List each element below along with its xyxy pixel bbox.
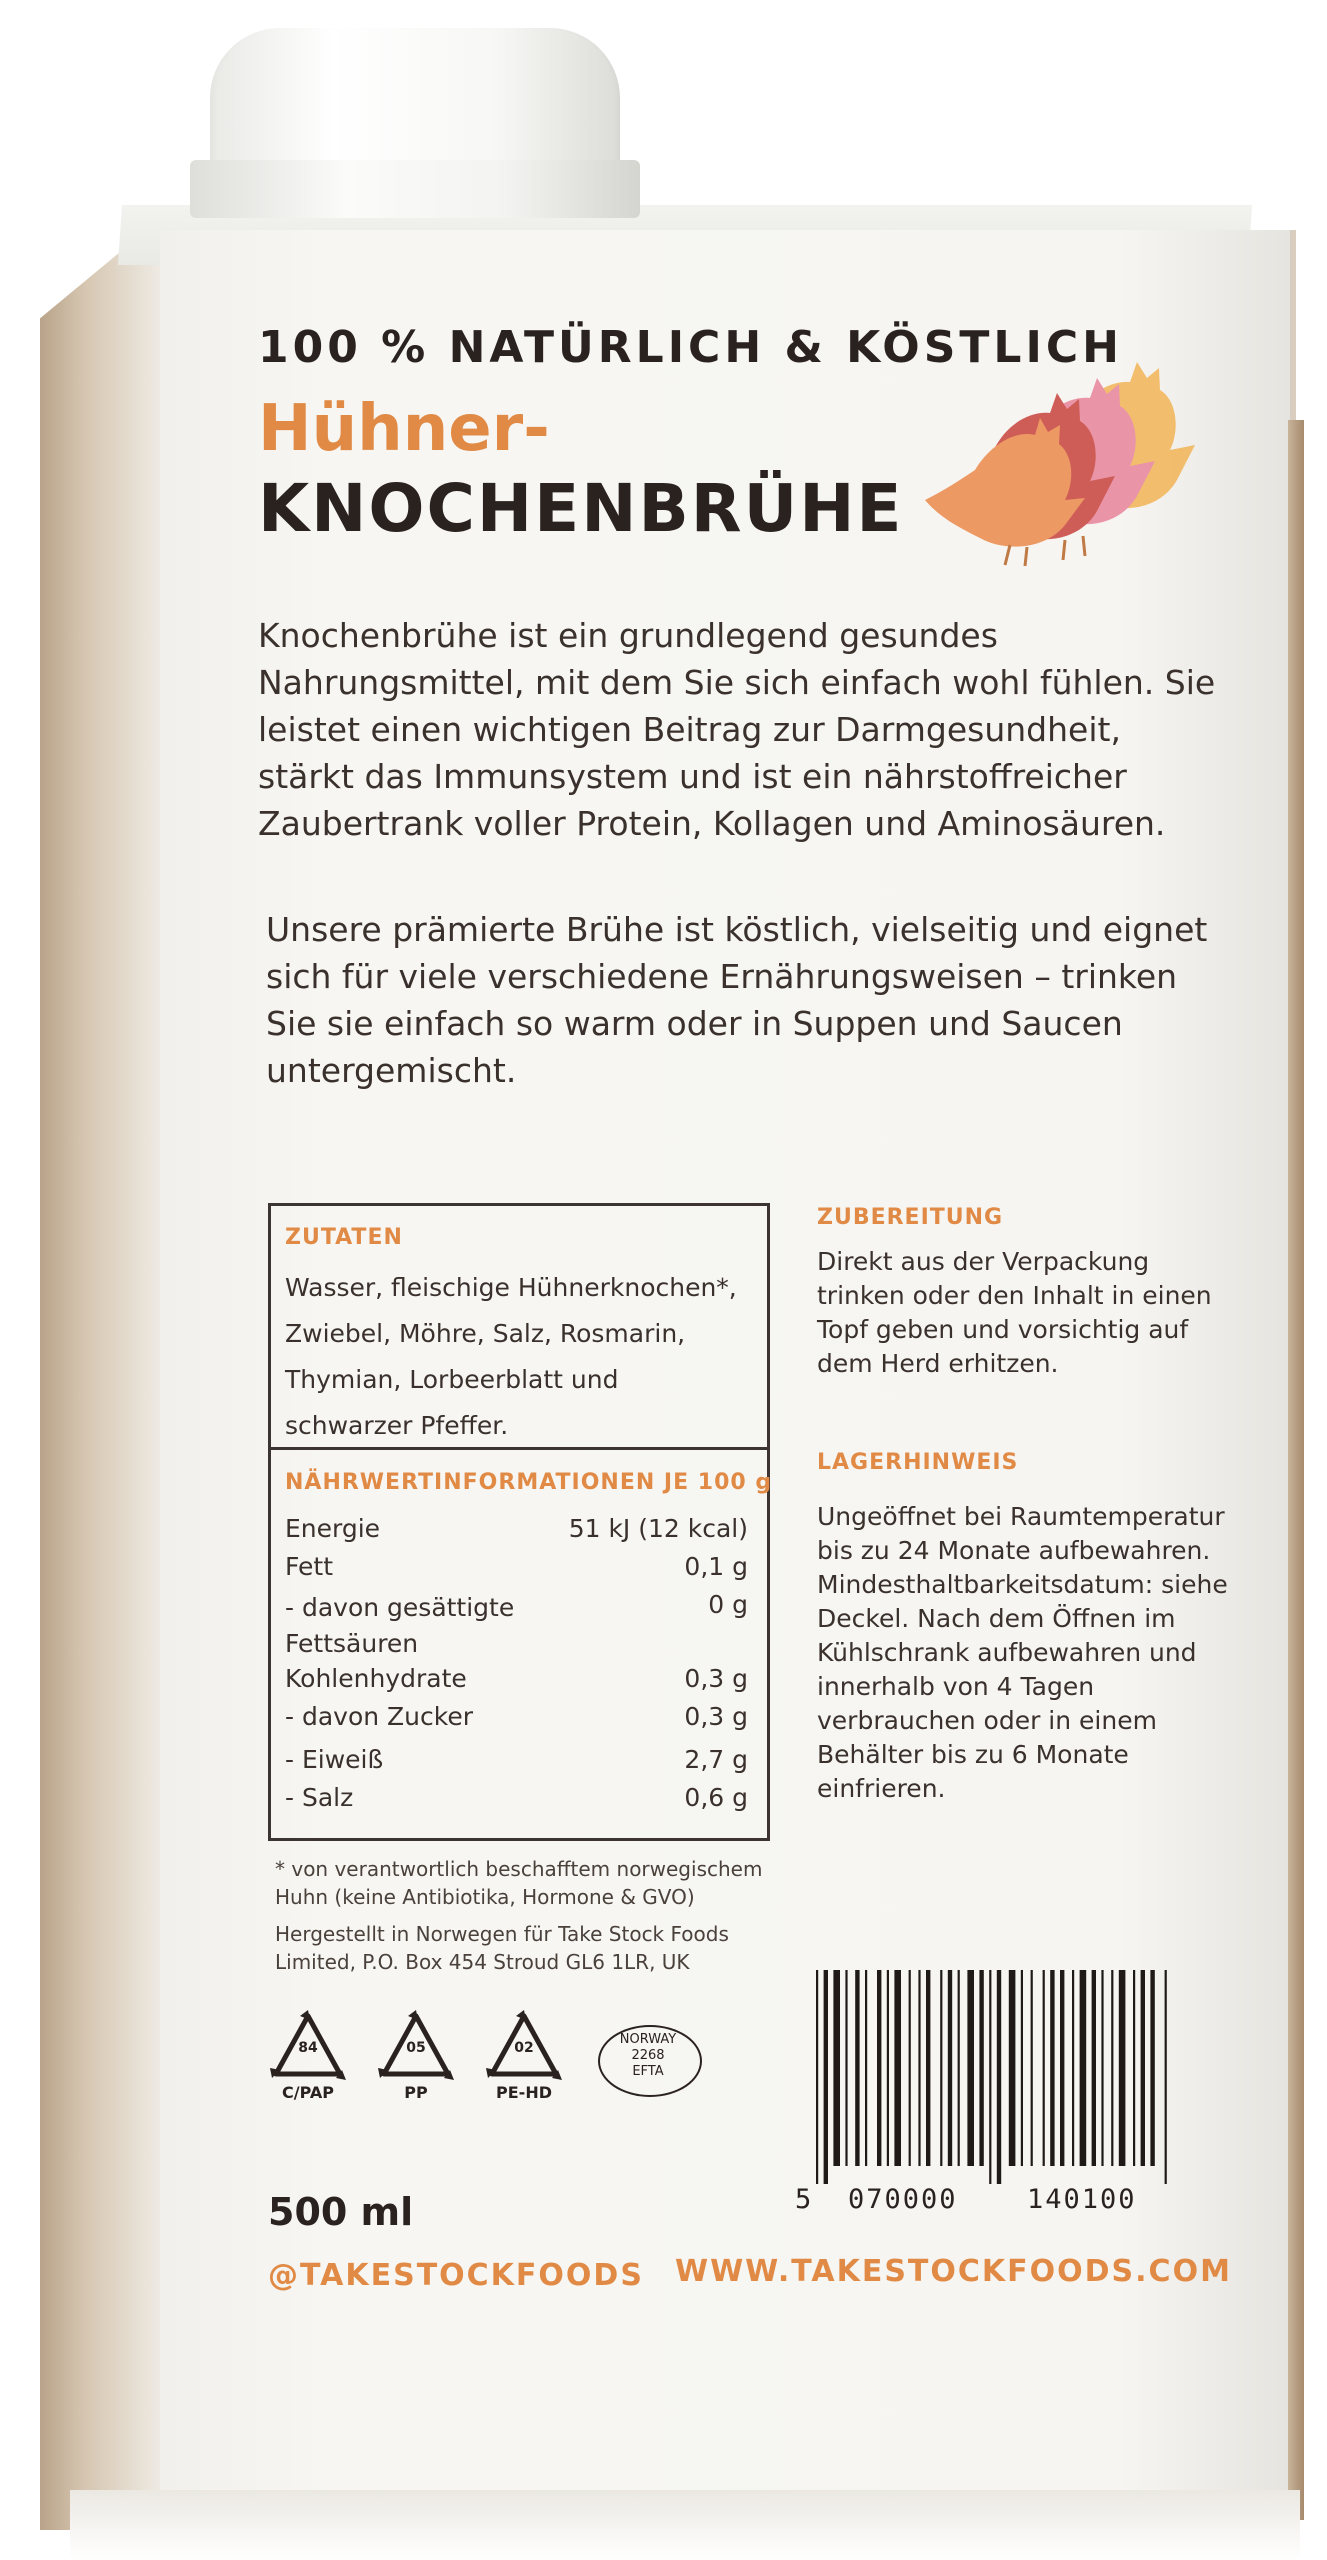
barcode-bar xyxy=(918,1970,920,2166)
barcode-bar xyxy=(958,1970,960,2166)
barcode-bar xyxy=(1031,1970,1033,2166)
barcode-bar xyxy=(865,1970,867,2166)
barcode-group-right: 140100 xyxy=(1027,2184,1137,2215)
nutrition-value: 2,7 g xyxy=(684,1745,748,1774)
carton-cap-ring xyxy=(190,160,640,218)
barcode-bar xyxy=(816,1970,818,2184)
description-paragraph-2: Unsere prämierte Brühe ist köstlich, vielseitig und eignet sich für viele verschiedene Ernährungsweisen – trinken Sie sie einfach so warm oder in Suppen und Saucen untergemischt. xyxy=(266,910,1208,1090)
nutrition-value: 0,3 g xyxy=(684,1664,748,1693)
barcode-bar xyxy=(948,1970,952,2166)
recycle-label: PE-HD xyxy=(496,2083,552,2102)
storage-heading: LAGERHINWEIS xyxy=(817,1450,1019,1475)
barcode-group-left: 070000 xyxy=(848,2184,958,2215)
recycle-label: C/PAP xyxy=(282,2083,334,2102)
nutrition-label: Fett xyxy=(285,1552,333,1581)
barcode-bar xyxy=(997,1970,1001,2184)
barcode-bar xyxy=(926,1970,930,2166)
nutrition-label: - davon gesättigte Fettsäuren xyxy=(285,1593,515,1658)
barcode-bar xyxy=(845,1970,847,2166)
ingredients-text: Wasser, fleischige Hühnerknochen*, Zwiebel, Möhre, Salz, Rosmarin, Thymian, Lorbeerblatt und schwarzer Pfeffer. xyxy=(285,1273,737,1440)
barcode-bar xyxy=(1165,1970,1167,2184)
barcode-bar xyxy=(1119,1970,1126,2166)
barcode-bar xyxy=(824,1970,828,2184)
barcode-bar xyxy=(1021,1970,1023,2166)
barcode-bar xyxy=(1043,1970,1045,2166)
product-title-line1: Hühner- xyxy=(258,392,550,466)
barcode-bar xyxy=(1101,1970,1103,2166)
nutrition-heading: NÄHRWERTINFORMATIONEN JE 100 g xyxy=(285,1470,773,1495)
barcode-bar xyxy=(1009,1970,1016,2166)
barcode-bar xyxy=(1080,1970,1087,2166)
barcode-bar xyxy=(989,1970,991,2184)
barcode-bar xyxy=(1150,1970,1154,2166)
barcode-bar xyxy=(967,1970,974,2166)
health-mark-line3: EFTA xyxy=(632,2064,664,2079)
nutrition-value: 0,1 g xyxy=(684,1552,748,1581)
nutrition-value: 51 kJ (12 kcal) xyxy=(568,1514,748,1543)
barcode-bar xyxy=(894,1970,901,2166)
barcode xyxy=(812,1970,1184,2190)
health-mark-line2: 2268 xyxy=(631,2048,665,2063)
barcode-bar xyxy=(1060,1970,1064,2166)
nutrition-label: Energie xyxy=(285,1514,381,1543)
barcode-bar xyxy=(1092,1970,1096,2166)
website: WWW.TAKESTOCKFOODS.COM xyxy=(675,2254,1232,2289)
tagline: 100 % NATÜRLICH & KÖSTLICH xyxy=(258,322,1123,373)
nutrition-label: Kohlenhydrate xyxy=(285,1664,467,1693)
barcode-bar xyxy=(833,1970,840,2166)
nutrition-label: - Eiweiß xyxy=(285,1745,384,1774)
barcode-digit-first: 5 xyxy=(795,2184,812,2215)
nutrition-value: 0,6 g xyxy=(684,1783,748,1812)
preparation-text: Direkt aus der Verpackung trinken oder den Inhalt in einen Topf geben und vorsichtig auf dem Herd erhitzen. xyxy=(817,1247,1212,1378)
recycle-number: 84 xyxy=(298,2040,318,2056)
footnote: * von verantwortlich beschafftem norwegischem Huhn (keine Antibiotika, Hormone & GVO) xyxy=(275,1857,763,1909)
manufacturer-address: Hergestellt in Norwegen für Take Stock Foods Limited, P.O. Box 454 Stroud GL6 1LR, UK xyxy=(275,1922,729,1974)
recycle-number: 02 xyxy=(514,2040,534,2056)
barcode-bar xyxy=(909,1970,911,2166)
nutrition-label: - Salz xyxy=(285,1783,354,1812)
barcode-bar xyxy=(887,1970,889,2166)
barcode-bar xyxy=(855,1970,859,2166)
carton-cap xyxy=(210,28,620,178)
barcode-bar xyxy=(877,1970,881,2166)
barcode-bar xyxy=(1111,1970,1113,2166)
barcode-bar xyxy=(1141,1970,1145,2166)
recycle-number: 05 xyxy=(406,2040,426,2056)
barcode-bar xyxy=(979,1970,983,2166)
barcode-bar xyxy=(940,1970,942,2166)
description-paragraph-1: Knochenbrühe ist ein grundlegend gesundes Nahrungsmittel, mit dem Sie sich einfach wohl fühlen. Sie leistet einen wichtigen Beitrag zur Darmgesundheit, stärkt das Immunsystem und ist ein nährstoffreicher Zaubertrank voller Protein, Kollagen und Aminosäuren. xyxy=(258,616,1216,843)
product-title-line2: KNOCHENBRÜHE xyxy=(258,470,904,547)
carton-bottom-edge xyxy=(70,2490,1300,2560)
health-mark-text xyxy=(600,2032,696,2080)
volume: 500 ml xyxy=(268,2190,414,2234)
storage-text: Ungeöffnet bei Raumtemperatur bis zu 24 Monate aufbewahren. Mindesthaltbarkeitsdatum: siehe Deckel. Nach dem Öffnen im Kühlschrank aufbewahren und innerhalb von 4 Tagen verbrauchen oder in einem Behälter bis zu 6 Monate einfrieren. xyxy=(817,1502,1228,1803)
barcode-bar xyxy=(1050,1970,1054,2166)
social-handle: @TAKESTOCKFOODS xyxy=(268,2258,644,2293)
recycle-label: PP xyxy=(404,2083,428,2102)
preparation-heading: ZUBEREITUNG xyxy=(817,1205,1004,1230)
barcode-bar xyxy=(1133,1970,1135,2166)
barcode-bar xyxy=(1072,1970,1074,2166)
nutrition-value: 0,3 g xyxy=(684,1702,748,1731)
hens-illustration xyxy=(915,340,1215,570)
carton-right-edge xyxy=(1288,420,1304,2520)
ingredients-heading: ZUTATEN xyxy=(285,1225,403,1250)
health-mark-line1: NORWAY xyxy=(619,2032,677,2047)
nutrition-value: 0 g xyxy=(708,1590,748,1619)
nutrition-label: - davon Zucker xyxy=(285,1702,474,1731)
